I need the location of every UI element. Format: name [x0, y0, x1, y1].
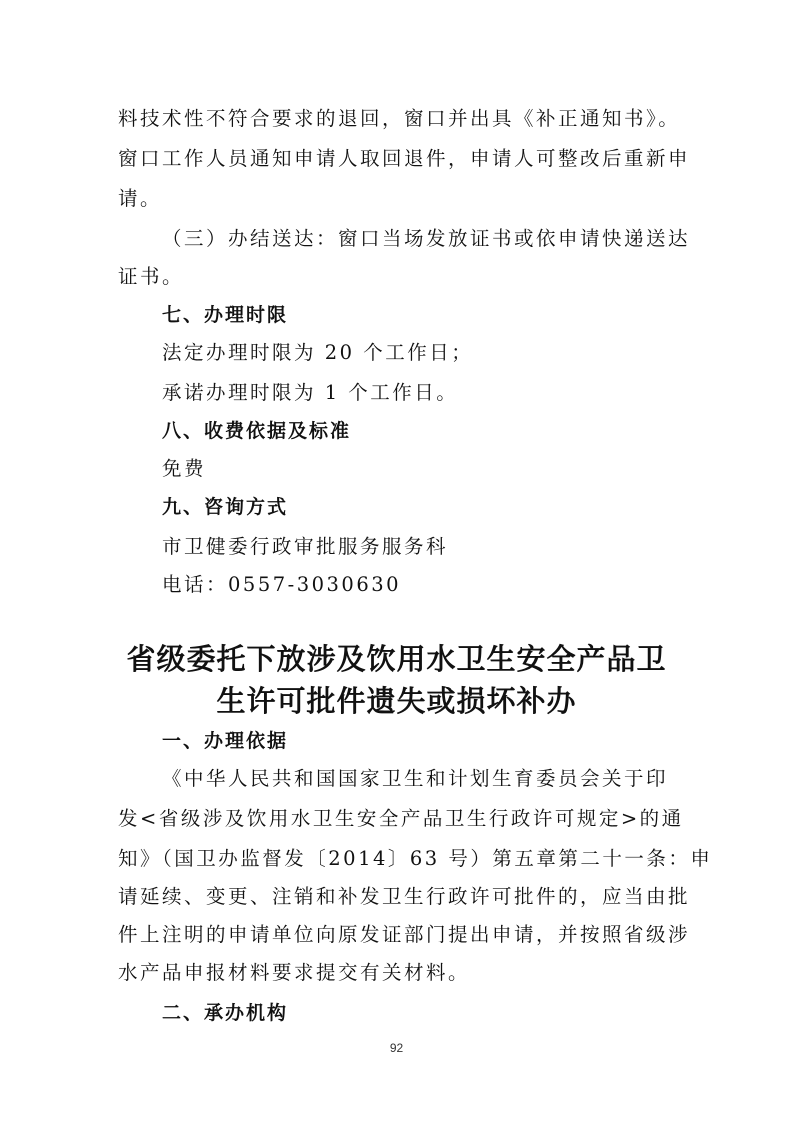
body-line: （三）办结送达：窗口当场发放证书或依申请快递送达: [162, 227, 691, 250]
document-title-line-2: 生许可批件遗失或损坏补办: [216, 684, 577, 718]
basis-line: 《中华人民共和国国家卫生和计划生育委员会关于印: [162, 767, 669, 790]
section-heading-basis: 一、办理依据: [162, 730, 289, 752]
section-heading-organization: 二、承办机构: [162, 1002, 289, 1024]
basis-line: 发<省级涉及饮用水卫生安全产品卫生行政许可规定>的通: [118, 807, 684, 830]
section-heading-processing-time: 七、办理时限: [162, 304, 289, 326]
document-title-line-1: 省级委托下放涉及饮用水卫生安全产品卫: [126, 642, 667, 676]
page-number: 92: [389, 1041, 404, 1055]
basis-line: 请延续、变更、注销和补发卫生行政许可批件的，应当由批: [118, 885, 691, 908]
statutory-time-limit: 法定办理时限为 20 个工作日；: [162, 341, 474, 364]
body-line: 料技术性不符合要求的退回，窗口并出具《补正通知书》。: [118, 107, 681, 130]
basis-line: 知》（国卫办监督发〔2014〕63 号）第五章第二十一条：申: [118, 847, 713, 870]
body-line: 证书。: [118, 265, 185, 288]
promised-time-limit: 承诺办理时限为 1 个工作日。: [162, 381, 459, 404]
contact-organization: 市卫健委行政审批服务服务科: [162, 535, 449, 558]
basis-line: 水产品申报材料要求提交有关材料。: [118, 961, 471, 984]
section-heading-fee: 八、收费依据及标准: [162, 420, 352, 442]
body-line: 窗口工作人员通知申请人取回退件，申请人可整改后重新申: [118, 147, 691, 170]
basis-line: 件上注明的申请单位向原发证部门提出申请，并按照省级涉: [118, 923, 691, 946]
fee-text: 免费: [162, 457, 207, 480]
body-line: 请。: [118, 187, 163, 210]
contact-phone: 电话：0557-3030630: [162, 573, 402, 596]
section-heading-contact: 九、咨询方式: [162, 496, 289, 518]
